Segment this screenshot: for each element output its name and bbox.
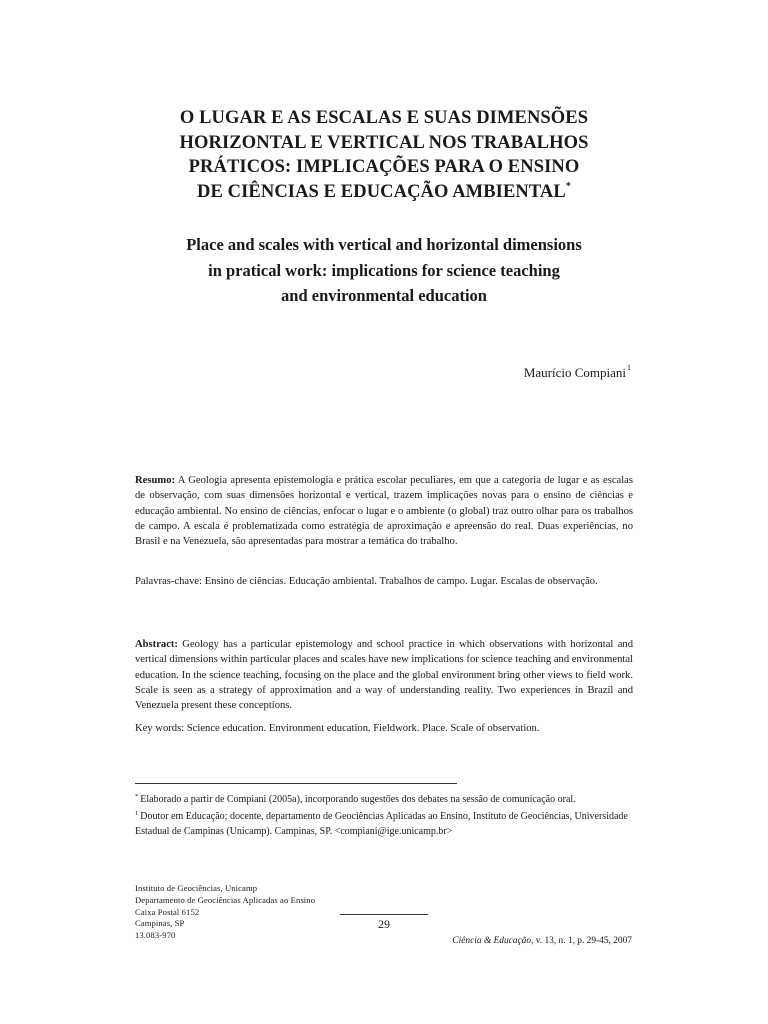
address-line: Instituto de Geociências, Unicamp: [135, 883, 258, 893]
page-number: 29: [378, 917, 390, 931]
keywords-text: Key words: Science education. Environment education. Fieldwork. Place. Scale of observation.: [135, 723, 540, 734]
abstract-label: Abstract:: [135, 639, 178, 650]
title-pt-line: [120, 180, 648, 205]
abstract-paragraph: [135, 637, 633, 713]
author-footnote-marker: 1: [627, 363, 631, 372]
title-en-line: in pratical work: implications for science teaching: [208, 260, 560, 280]
footnote-marker: 1: [135, 810, 139, 817]
article-title-english: [110, 232, 658, 309]
title-footnote-marker: *: [565, 180, 571, 192]
footnote-star: [135, 792, 635, 807]
author-address: [135, 883, 315, 942]
title-en-line: and environmental education: [281, 286, 487, 305]
keywords-paragraph: [135, 721, 633, 736]
article-title-portuguese: [120, 106, 648, 204]
title-pt-line: HORIZONTAL E VERTICAL NOS TRABALHOS: [179, 132, 589, 153]
resumo-label: Resumo:: [135, 475, 176, 486]
footnote-text: Doutor em Educação; docente, departamento de Geociências Aplicadas ao Ensino, Instituto de Geociências, Universidade Estadual de Campinas (Unicamp). Campinas, SP. <compiani@ige.unicamp.br>: [135, 811, 628, 837]
palavras-chave-paragraph: [135, 574, 633, 589]
resumo-text: A Geologia apresenta epistemologia e prática escolar peculiares, em que a categoria de lugar e as escalas de observação, com suas dimensões horizontal e vertical, trazem implicações novas para o ensino de ciências e educação ambiental. No ensino de ciências, enfocar o lugar e o ambiente (o global) traz outro olhar para os trabalhos de campo. A escala é problematizada como estratégia de aproximação e apreensão do real. Duas experiências, no Brasil e na Venezuela, são apresentadas para mostrar a temática do trabalho.: [135, 475, 633, 548]
abstract-text: Geology has a particular epistemology and school practice in which observations with horizontal and vertical dimensions within particular places and scales have new implications for science teaching and environmental education. In the science teaching, focusing on the place and the global environment bring other views to field work. Scale is seen as a strategy of approximation and a way of understanding reality. Two experiences in Brazil and Venezuela present these conceptions.: [135, 639, 633, 712]
author-line: [524, 365, 631, 381]
palavras-chave-text: Palavras-chave: Ensino de ciências. Educação ambiental. Trabalhos de campo. Lugar. Escalas de observação.: [135, 576, 598, 587]
journal-citation: [452, 936, 632, 946]
author-name: Maurício Compiani: [523, 365, 626, 380]
journal-title: Ciência & Educação: [452, 936, 532, 946]
address-line: Caixa Postal 6152: [135, 906, 200, 917]
footnote-1: [135, 809, 635, 839]
address-line: Departamento de Geociências Aplicadas ao Ensino: [135, 894, 316, 905]
address-line: Campinas, SP: [135, 918, 185, 929]
address-line: 13.083-970: [135, 930, 176, 941]
title-pt-line: O LUGAR E AS ESCALAS E SUAS DIMENSÕES: [179, 108, 589, 128]
page-number-rule: [340, 914, 428, 915]
footnote-marker: *: [135, 793, 139, 800]
title-en-line: Place and scales with vertical and horizontal dimensions: [186, 235, 582, 254]
title-pt-line: PRÁTICOS: IMPLICAÇÕES PARA O ENSINO: [188, 157, 580, 177]
footnote-text: Elaborado a partir de Compiani (2005a), incorporando sugestões dos debates na sessão de comunicação oral.: [140, 794, 576, 805]
journal-volume-info: , v. 13, n. 1, p. 29-45, 2007: [531, 936, 632, 946]
resumo-paragraph: [135, 473, 633, 549]
footnote-separator: [135, 783, 457, 784]
title-pt-line-text: DE CIÊNCIAS E EDUCAÇÃO AMBIENTAL: [197, 181, 566, 202]
